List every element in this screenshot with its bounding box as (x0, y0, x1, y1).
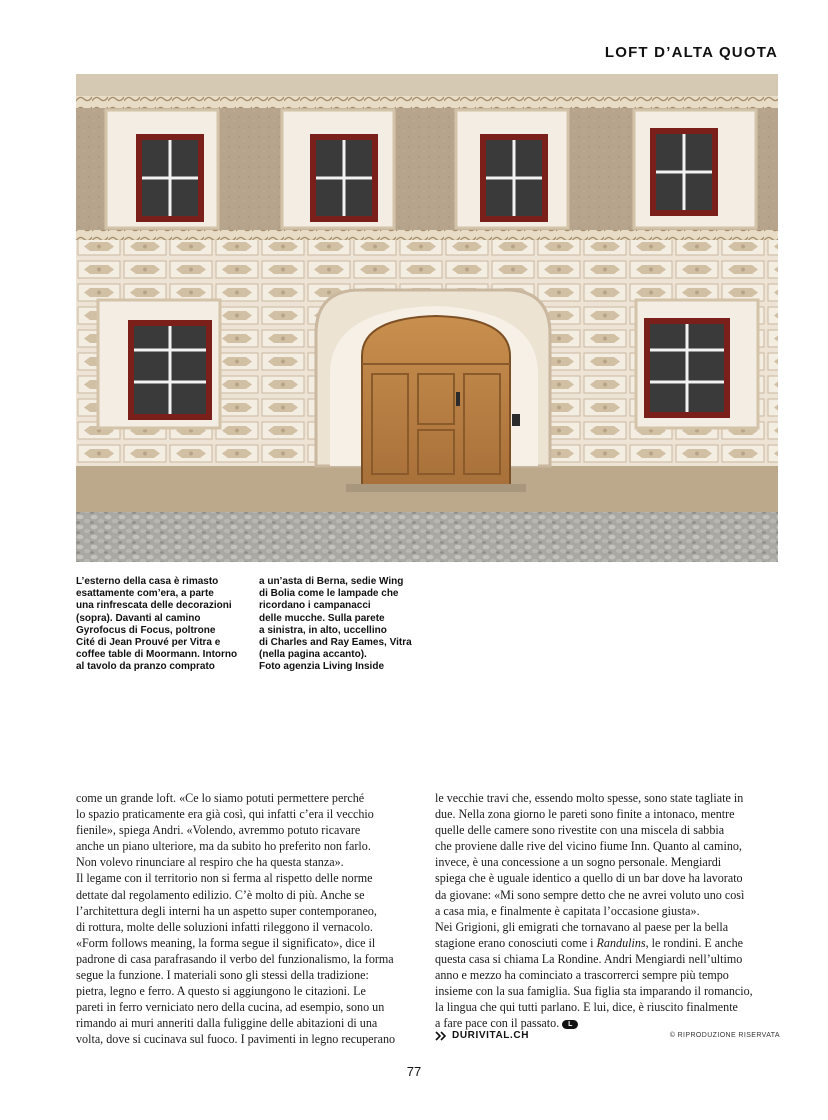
caption-line: al tavolo da pranzo comprato (76, 661, 215, 673)
caption-line: L’esterno della casa è rimasto (76, 576, 219, 587)
body-line (435, 935, 780, 951)
body-line: l’architettura degli interni ha un aspetto super contemporaneo, (76, 903, 377, 918)
website-link[interactable] (435, 1030, 529, 1041)
page-number: 77 (406, 1064, 422, 1079)
body-line: questa casa si chiama La Rondine. Andri Mengiardi nell’ultimo (435, 951, 743, 966)
article-column-right (435, 790, 780, 1031)
body-line: le vecchie travi che, essendo molto spesse, sono state tagliate in (435, 791, 744, 805)
body-line: come un grande loft. «Ce lo siamo potuti permettere perché (76, 791, 365, 805)
body-line: che proviene dalle rive del vicino fiume Inn. Quanto al camino, (435, 839, 742, 854)
end-mark-icon: L (562, 1020, 578, 1029)
body-line: dettate dal regolamento edilizio. C’è molto di più. Anche se (76, 887, 365, 902)
caption-line: (sopra). Davanti al camino (76, 612, 201, 624)
caption-line: una rinfrescata delle decorazioni (76, 600, 232, 612)
italic-term: Randulins (596, 935, 646, 950)
body-text: stagione erano conosciuti come i (435, 935, 597, 950)
body-line: quelle delle camere sono rivestite con una miscela di sabbia (435, 823, 725, 838)
body-line: Nei Grigioni, gli emigrati che tornavano al paese per la bella (435, 919, 729, 934)
chevron-double-right-icon (435, 1031, 447, 1041)
caption-line: Cité di Jean Prouvé per Vitra e (76, 637, 221, 649)
body-line: spiega che è uguale identico a quello di un bar dove ha lavorato (435, 871, 743, 886)
body-line (435, 1015, 780, 1031)
body-line: pietra, legno e ferro. A questo si aggiungono le citazioni. Le (76, 984, 366, 999)
caption-line: Foto agenzia Living Inside (259, 661, 385, 673)
body-line: anno e mezzo ha cominciato a trascorrerci sempre più tempo (435, 968, 729, 983)
house-facade-photo (76, 74, 778, 562)
copyright-notice: © RIPRODUZIONE RISERVATA (669, 1032, 780, 1039)
caption-line: delle mucche. Sulla parete (259, 612, 385, 624)
caption-line: a sinistra, in alto, uccellino (259, 624, 387, 636)
photo-caption-left (76, 576, 246, 674)
section-title: LOFT D’ALTA QUOTA (604, 44, 778, 61)
caption-line: di Bolia come le lampade che (259, 588, 399, 600)
body-line: da giovane: «Mi sono sempre detto che ne avrei voluto uno così (435, 887, 745, 902)
body-line: due. Nella zona giorno le pareti sono finite a intonaco, mentre (435, 807, 735, 822)
caption-line: a un’asta di Berna, sedie Wing (259, 576, 404, 587)
photo-caption-right (259, 576, 429, 674)
body-line: di rottura, molte delle soluzioni infatti rileggono il vernacolo. (76, 919, 373, 934)
body-line: Non volevo rinunciare al respiro che ha questa stanza». (76, 855, 344, 870)
body-line: lo spazio praticamente era già così, qui infatti c’era il vecchio (76, 807, 374, 822)
body-line: la lingua che qui tutti parlano. E lui, dice, è riuscito finalmente (435, 1000, 738, 1015)
body-line: rimando ai muri anneriti dalla fuliggine delle abitazioni di una (76, 1016, 378, 1031)
body-line: insieme con la sua famiglia. Sua figlia sta imparando il romancio, (435, 984, 753, 999)
body-line: fienile», spiega Andri. «Volendo, avremmo potuto ricavare (76, 823, 361, 838)
caption-line: (nella pagina accanto). (259, 649, 367, 661)
caption-line: di Charles and Ray Eames, Vitra (259, 637, 412, 649)
caption-line: Gyrofocus di Focus, poltrone (76, 624, 216, 636)
body-line: «Form follows meaning, la forma segue il significato», dice il (76, 935, 376, 950)
website-link-text[interactable]: DURIVITAL.CH (452, 1030, 530, 1041)
body-line: pareti in ferro verniciato nero della cucina, ad esempio, sono un (76, 1000, 385, 1015)
article-column-left (76, 790, 416, 1048)
body-line: padrone di casa parafrasando il verbo del funzionalismo, la forma (76, 951, 394, 966)
caption-line: esattamente com’era, a parte (76, 588, 214, 600)
body-text: , le rondini. E anche (645, 935, 743, 950)
body-line: anche un piano ulteriore, ma da subito ho preferito non farlo. (76, 839, 371, 854)
body-line: segue la funzione. I materiali sono gli stessi della tradizione: (76, 968, 369, 983)
body-line: volta, dove si cucinava sul fuoco. I pavimenti in legno recuperano (76, 1032, 396, 1047)
body-text: a fare pace con il passato. (435, 1016, 560, 1031)
body-line: invece, è una concessione a un sogno personale. Mengiardi (435, 855, 722, 870)
caption-line: ricordano i campanacci (259, 600, 371, 612)
body-line: a casa mia, e finalmente è capitata l’occasione giusta». (435, 903, 700, 918)
body-line: Il legame con il territorio non si ferma al rispetto delle norme (76, 871, 373, 886)
caption-line: coffee table di Moormann. Intorno (76, 649, 238, 661)
